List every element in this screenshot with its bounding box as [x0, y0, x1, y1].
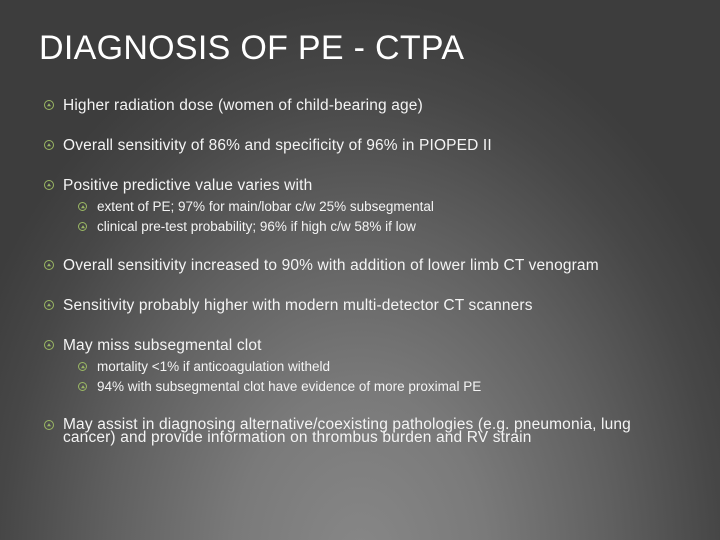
sub-bullet-text: 94% with subsegmental clot have evidence of more proximal PE: [97, 379, 482, 394]
circled-arrow-bullet-icon: [44, 300, 54, 310]
bullet-item: [44, 418, 694, 444]
circled-arrow-bullet-icon: [78, 362, 87, 371]
bullet-text: Overall sensitivity of 86% and specificity of 96% in PIOPED II: [63, 137, 492, 154]
circled-arrow-bullet-icon: [78, 222, 87, 231]
bullet-item: [44, 338, 694, 397]
sub-bullet-text: clinical pre-test probability; 96% if high c/w 58% if low: [97, 219, 416, 234]
sub-bullet-item: [78, 377, 694, 397]
bullet-item: [44, 298, 694, 313]
circled-arrow-bullet-icon: [44, 100, 54, 110]
bullet-item: [44, 138, 694, 153]
circled-arrow-bullet-icon: [44, 420, 54, 430]
circled-arrow-bullet-icon: [78, 202, 87, 211]
sub-bullet-text: mortality <1% if anticoagulation witheld: [97, 359, 331, 374]
sub-bullet-item: [78, 197, 694, 217]
circled-arrow-bullet-icon: [44, 180, 54, 190]
bullet-text: Positive predictive value varies with: [63, 177, 313, 194]
sub-bullet-text: extent of PE; 97% for main/lobar c/w 25% subsegmental: [97, 199, 434, 214]
circled-arrow-bullet-icon: [44, 260, 54, 270]
bullet-text: Higher radiation dose (women of child-bearing age): [63, 97, 423, 114]
bullet-text: Sensitivity probably higher with modern multi-detector CT scanners: [63, 297, 533, 314]
bullet-text: Overall sensitivity increased to 90% with addition of lower limb CT venogram: [63, 257, 599, 274]
bullet-item: [44, 258, 694, 273]
sub-bullet-item: [78, 357, 694, 377]
bullet-text: May assist in diagnosing alternative/coexisting pathologies (e.g. pneumonia, lung cancer) and provide information on thrombus burden and RV strain: [63, 416, 631, 446]
circled-arrow-bullet-icon: [44, 140, 54, 150]
circled-arrow-bullet-icon: [44, 340, 54, 350]
bullet-text: May miss subsegmental clot: [63, 337, 262, 354]
slide-title: DIAGNOSIS OF PE - CTPA: [39, 29, 465, 67]
bullet-item: [44, 98, 694, 113]
bullet-item: [44, 178, 694, 237]
sub-bullet-item: [78, 217, 694, 237]
circled-arrow-bullet-icon: [78, 382, 87, 391]
